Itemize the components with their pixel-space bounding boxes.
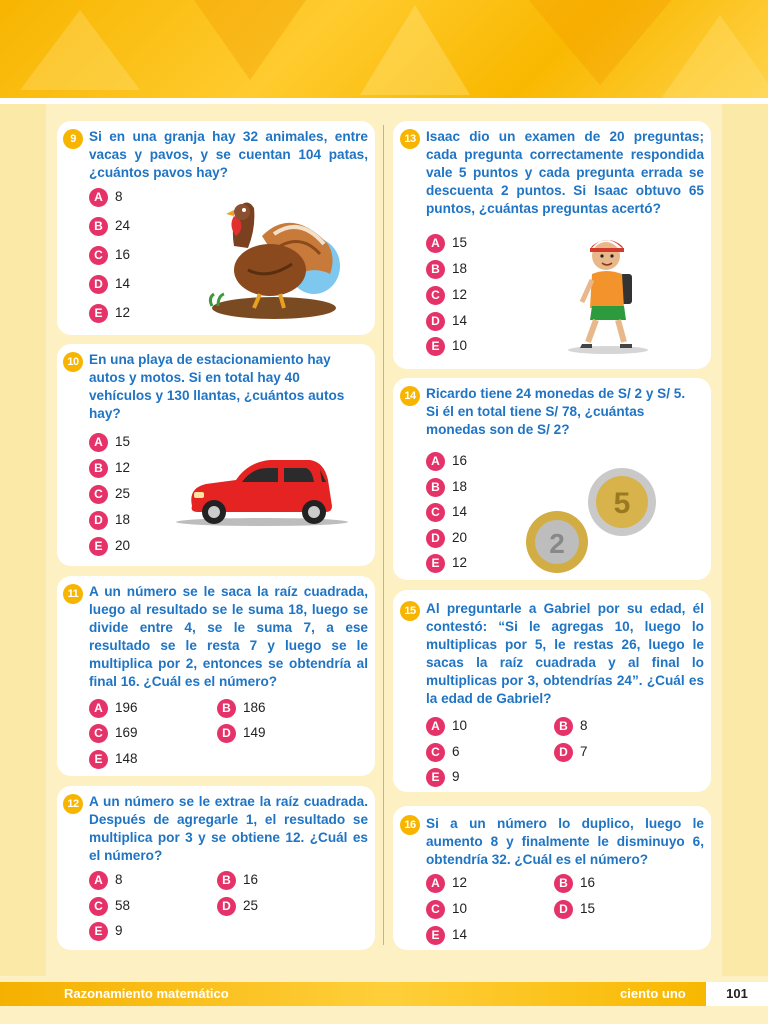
option-letter-badge: E <box>426 926 445 945</box>
option-a[interactable] <box>89 188 169 208</box>
option-value: 16 <box>452 453 468 468</box>
question-text: Si en una granja hay 32 animales, entre vacas y pavos, y se cuentan 104 patas, ¿cuántos pavos hay? <box>89 129 368 180</box>
question-text: A un número se le saca la raíz cuadrada, luego al resultado se le suma 18, luego se divide entre 4, se le suma 7, a ese resultado se le resta 7 y luego se le multiplica por 2, entonces se obtendría al final 16. ¿Cuál es el número? <box>89 584 368 689</box>
question-text: En una playa de estacionamiento hay autos y motos. Si en total hay 40 vehículos y 130 llantas, ¿cuántos autos hay? <box>89 352 345 421</box>
option-e[interactable] <box>89 304 169 324</box>
option-value: 15 <box>580 901 596 916</box>
option-e[interactable] <box>426 768 536 788</box>
option-value: 20 <box>452 530 468 545</box>
option-value: 8 <box>115 189 123 204</box>
option-a[interactable] <box>89 871 199 891</box>
option-letter-badge: C <box>89 485 108 504</box>
option-e[interactable] <box>89 922 199 942</box>
option-c[interactable] <box>89 897 199 917</box>
coin-2-label: 2 <box>549 528 565 559</box>
option-letter-badge: A <box>89 433 108 452</box>
option-value: 24 <box>115 218 131 233</box>
option-letter-badge: B <box>217 871 236 890</box>
option-c[interactable] <box>426 743 536 763</box>
option-c[interactable] <box>89 246 169 266</box>
option-letter-badge: D <box>554 900 573 919</box>
footer-subject: Razonamiento matemático <box>64 986 229 1001</box>
option-d[interactable] <box>89 275 169 295</box>
option-letter-badge: D <box>217 897 236 916</box>
option-value: 16 <box>580 875 596 890</box>
option-value: 8 <box>580 718 588 733</box>
option-a[interactable] <box>426 874 536 894</box>
option-letter-badge: E <box>426 554 445 573</box>
question-text: A un número se le extrae la raíz cuadrada. Después de agregarle 1, el resultado se multiplica por 3 y se obtiene 12. ¿Cuál es el número? <box>89 794 368 863</box>
option-letter-badge: C <box>89 724 108 743</box>
option-value: 18 <box>452 479 468 494</box>
option-letter-badge: D <box>554 743 573 762</box>
option-letter-badge: D <box>89 275 108 294</box>
option-b[interactable] <box>554 717 664 737</box>
coin-5-label: 5 <box>613 487 631 520</box>
option-d[interactable] <box>554 900 664 920</box>
option-value: 58 <box>115 898 131 913</box>
option-value: 12 <box>115 305 131 320</box>
option-letter-badge: A <box>426 717 445 736</box>
option-letter-badge: E <box>89 537 108 556</box>
option-letter-badge: A <box>89 699 108 718</box>
option-e[interactable] <box>426 554 506 574</box>
option-value: 18 <box>115 512 131 527</box>
option-letter-badge: A <box>426 452 445 471</box>
option-letter-badge: A <box>426 874 445 893</box>
option-value: 196 <box>115 700 138 715</box>
option-a[interactable] <box>426 717 536 737</box>
option-letter-badge: B <box>554 874 573 893</box>
option-value: 14 <box>452 927 468 942</box>
question-number: 15 <box>400 601 420 621</box>
option-letter-badge: D <box>426 529 445 548</box>
question-text: Si a un número lo duplico, luego le aumento 8 y finalmente le disminuyo 6, obtendría 32. ¿Cuál es el número? <box>426 816 704 867</box>
option-letter-badge: A <box>89 871 108 890</box>
option-letter-badge: D <box>217 724 236 743</box>
car-illustration <box>172 456 352 528</box>
column-divider <box>383 125 384 945</box>
option-b[interactable] <box>554 874 664 894</box>
question-number: 11 <box>63 584 83 604</box>
option-a[interactable] <box>426 452 506 472</box>
option-letter-badge: C <box>89 897 108 916</box>
option-letter-badge: B <box>554 717 573 736</box>
option-b[interactable] <box>89 217 169 237</box>
option-value: 15 <box>115 434 131 449</box>
option-value: 20 <box>115 538 131 553</box>
option-letter-badge: E <box>426 768 445 787</box>
option-value: 12 <box>115 460 131 475</box>
option-c[interactable] <box>89 485 169 505</box>
option-letter-badge: B <box>89 459 108 478</box>
option-d[interactable] <box>426 529 506 549</box>
option-letter-badge: E <box>89 750 108 769</box>
question-number: 13 <box>400 129 420 149</box>
option-letter-badge: D <box>89 511 108 530</box>
option-value: 8 <box>115 872 123 887</box>
option-letter-badge: B <box>217 699 236 718</box>
option-value: 186 <box>243 700 266 715</box>
option-value: 7 <box>580 744 588 759</box>
option-value: 6 <box>452 744 460 759</box>
option-letter-badge: C <box>426 900 445 919</box>
option-letter-badge: A <box>426 234 445 253</box>
option-letter-badge: E <box>89 922 108 941</box>
option-value: 148 <box>115 751 138 766</box>
option-value: 9 <box>452 769 460 784</box>
option-letter-badge: E <box>89 304 108 323</box>
option-d[interactable] <box>217 724 327 744</box>
option-value: 14 <box>115 276 131 291</box>
left-margin <box>0 104 46 976</box>
question-text: Al preguntarle a Gabriel por su edad, él contestó: “Si le agregas 10, luego lo multiplicas por 5, le restas 26, luego le sacas la raíz cuadrada y al final lo multiplicas por 3, obtendrías 24”. ¿Cuál es la edad de Gabriel? <box>426 601 704 706</box>
option-b[interactable] <box>426 478 506 498</box>
option-c[interactable] <box>426 286 506 306</box>
option-letter-badge: C <box>89 246 108 265</box>
option-b[interactable] <box>426 260 506 280</box>
option-value: 12 <box>452 555 468 570</box>
option-value: 16 <box>243 872 259 887</box>
right-margin <box>722 104 768 976</box>
option-value: 18 <box>452 261 468 276</box>
question-number: 14 <box>400 386 420 406</box>
option-letter-badge: C <box>426 743 445 762</box>
option-c[interactable] <box>426 503 506 523</box>
option-value: 10 <box>452 901 468 916</box>
option-e[interactable] <box>89 537 169 557</box>
option-b[interactable] <box>217 699 327 719</box>
footer-bar <box>0 982 706 1006</box>
option-letter-badge: B <box>426 478 445 497</box>
option-value: 15 <box>452 235 468 250</box>
option-d[interactable] <box>217 897 327 917</box>
coins-illustration <box>524 464 664 576</box>
option-value: 149 <box>243 725 266 740</box>
question-number: 12 <box>63 794 83 814</box>
question-number: 9 <box>63 129 83 149</box>
option-letter-badge: E <box>426 337 445 356</box>
option-value: 9 <box>115 923 123 938</box>
option-d[interactable] <box>426 312 506 332</box>
question-number: 16 <box>400 815 420 835</box>
option-letter-badge: B <box>426 260 445 279</box>
page-number: 101 <box>706 982 768 1006</box>
option-c[interactable] <box>426 900 536 920</box>
option-value: 25 <box>243 898 259 913</box>
option-value: 12 <box>452 875 468 890</box>
option-b[interactable] <box>89 459 169 479</box>
option-a[interactable] <box>89 433 169 453</box>
option-d[interactable] <box>89 511 169 531</box>
question-number: 10 <box>63 352 83 372</box>
option-value: 25 <box>115 486 131 501</box>
option-letter-badge: C <box>426 503 445 522</box>
option-letter-badge: C <box>426 286 445 305</box>
option-value: 14 <box>452 313 468 328</box>
option-c[interactable] <box>89 724 199 744</box>
boy-illustration <box>562 234 652 356</box>
option-d[interactable] <box>554 743 664 763</box>
question-text: Ricardo tiene 24 monedas de S/ 2 y S/ 5. Si él en total tiene S/ 78, ¿cuántas monedas son de S/ 2? <box>426 386 686 437</box>
question-text: Isaac dio un examen de 20 preguntas; cada pregunta correctamente respondida vale 5 puntos y cada pregunta errada se descuenta 2 puntos. Si Isaac obtuvo 65 puntos, ¿cuántas preguntas acertó? <box>426 129 704 216</box>
option-value: 10 <box>452 718 468 733</box>
option-a[interactable] <box>426 234 506 254</box>
option-e[interactable] <box>89 750 199 770</box>
option-value: 16 <box>115 247 131 262</box>
option-e[interactable] <box>426 926 536 946</box>
turkey-illustration <box>204 196 344 322</box>
option-value: 10 <box>452 338 468 353</box>
option-letter-badge: A <box>89 188 108 207</box>
option-a[interactable] <box>89 699 199 719</box>
option-value: 14 <box>452 504 468 519</box>
option-letter-badge: B <box>89 217 108 236</box>
option-value: 169 <box>115 725 138 740</box>
option-b[interactable] <box>217 871 327 891</box>
option-letter-badge: D <box>426 312 445 331</box>
option-e[interactable] <box>426 337 506 357</box>
footer-page-words: ciento uno <box>620 986 686 1001</box>
option-value: 12 <box>452 287 468 302</box>
header-banner <box>0 0 768 98</box>
